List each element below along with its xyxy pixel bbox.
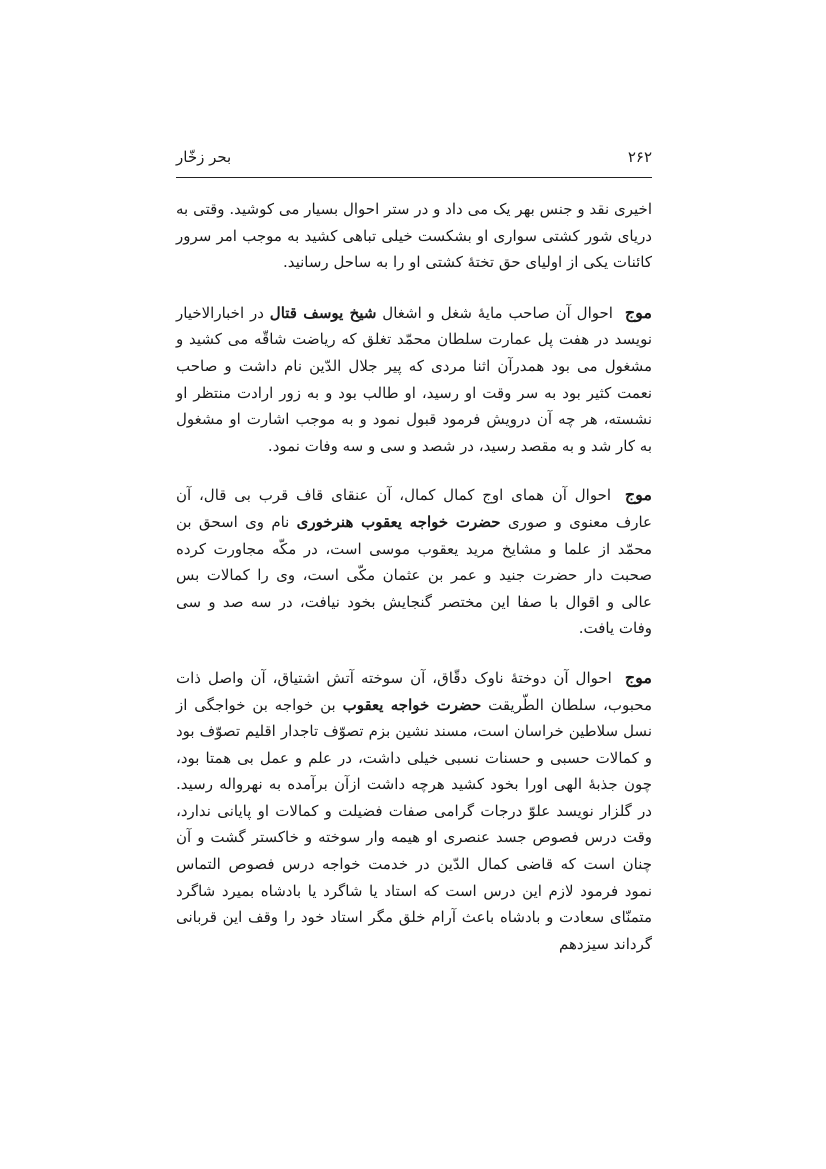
highlighted-name: شیخ یوسف قتال [269,303,377,322]
paragraph-text-before: احوال آن دوختهٔ ناوک دقّاق، آن سوخته آتش اشتیاق، آن واصل ذات محبوب، سلطان الطّریقت [176,668,652,714]
header-rule [176,177,652,178]
paragraph-entry-khwaja-yaqub [176,665,652,958]
paragraph-entry-yusuf-qattal [176,300,652,460]
running-title: بحر زخّار [176,148,232,166]
paragraph-text-before: احوال آن همای اوج کمال کمال، آن عنقای قاف قرب بی قال، آن عارف معنوی و صوری [176,486,653,531]
paragraph-text-after: در اخبارالاخیار نویسد در هفت پل عمارت سلطان محمّد تغلق که ریاضت شاقّه می کشید و مشغول می بود همدرآن اثنا مردی که پیر جلال الدّین نام داشت و صاحب نعمت کثیر بود به سر وقت او رسید، او طالب بود و به زور ارادت منتظر او نشسته، هر چه آن درویش فرمود قبول نمود و به موجب اشارت او مشغول به کار شد و به مقصد رسید، در شصد و سی و سه وفات نمود. [176,303,652,455]
mawj-marker: موج [624,485,652,505]
paragraph-text-after: نام وی اسحق بن محمّد از علما و مشایخ مرید یعقوب موسی است، در مکّه مجاورت کرده صحبت دار حضرت جنید و عمر بن عثمان مکّی است، وی را کمالات بس عالی و اقوال با صفا این مختصر گنجایش بخود نیافت، در سه صد و سی وفات یافت. [176,512,652,638]
paragraph-continuation [176,196,652,276]
highlighted-name: حضرت خواجه یعقوب هنرخوری [296,512,501,531]
paragraph-text-after: بن خواجه بن خواجگی از نسل سلاطین خراسان است، مسند نشین بزم تصوّف تاجدار اقلیم تصوّف بود و کمالات حسبی و حسنات نسبی خیلی داشت، در علم و عمل بی همتا بود، چون جذبهٔ الهی اورا بخود کشید هرچه داشت ازآن برآمده به نهرواله رسید. در گلزار نویسد علوّ درجات گرامی صفات فضیلت و کمالات او پایانی ندارد، وقت درس فصوص جسد عنصری او هیمه وار سوخته و خاکستر گشت و آن چنان است که قاضی کمال الدّین در خدمت خواجه درس فصوص التماس نمود فرمود لازم این درس است که استاد یا شاگرد یا بادشاه بمیرد شاگرد متمنّای سعادت و بادشاه باعث آرام خلق مگر استاد خود را وقف این قربانی گرداند سیزدهم [176,695,652,953]
mawj-marker: موج [624,302,652,322]
page-number: ۲۶۲ [627,148,652,166]
running-header [176,146,652,172]
paragraph-entry-yaqub-hunarkhuri [176,482,652,642]
paragraph-text: اخیری نقد و جنس بهر یک می داد و در ستر احوال بسیار می کوشید. وقتی به دریای شور کشتی سواری او بشکست خیلی تباهی کشید به موجب امر سرور کائنات یکی از اولیای حق تختهٔ کشتی او را به ساحل رسانید. [176,200,652,272]
mawj-marker: موج [624,667,652,687]
highlighted-name: حضرت خواجه یعقوب [342,695,482,714]
paragraph-text-before: احوال آن صاحب مایهٔ شغل و اشغال [382,303,613,322]
body-text [176,196,652,980]
